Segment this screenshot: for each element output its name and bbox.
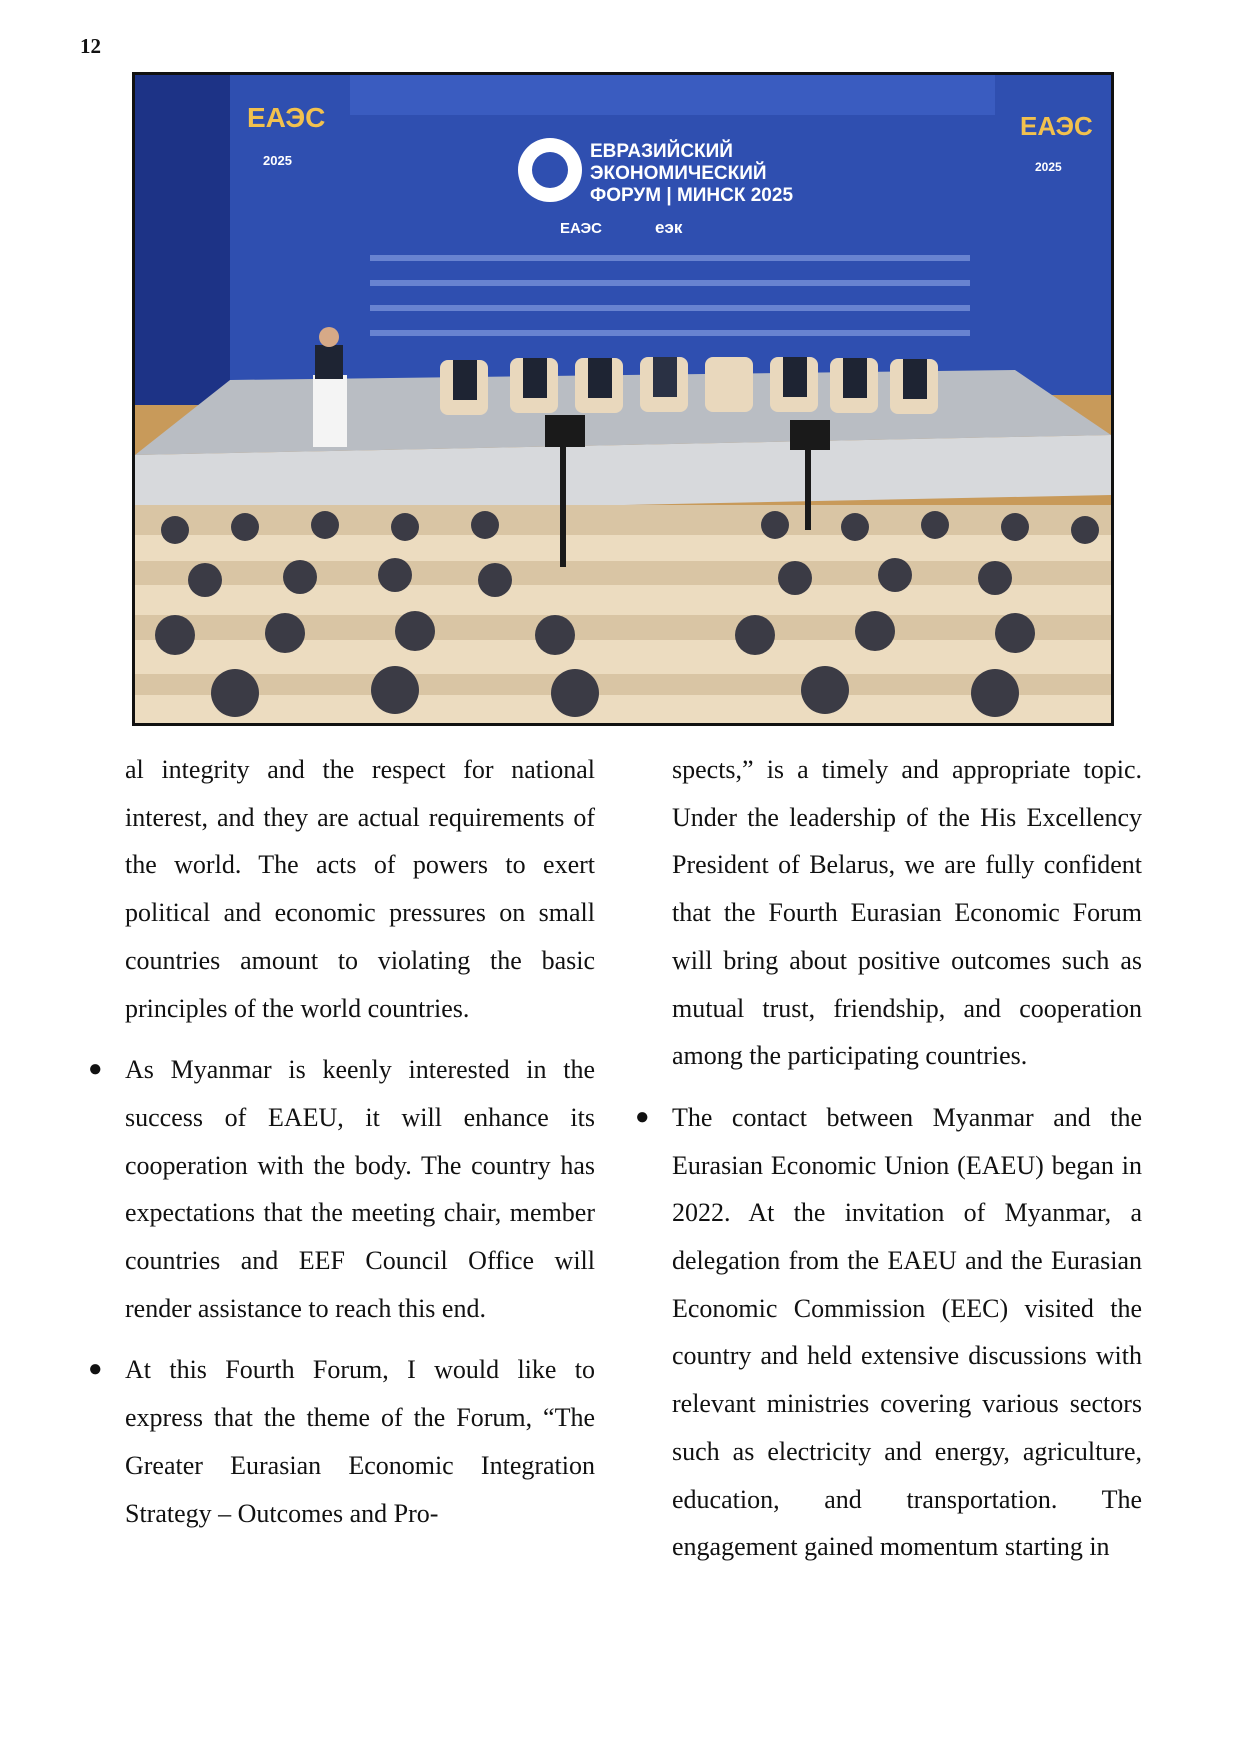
right-continuation-paragraph: spects,” is a timely and appropriate topic. Under the leadership of the His Excellency President of Belarus, we are fully confident that the Fourth Eurasian Economic Forum will bring about positive outcomes such as mutual trust, friendship, and cooperation among the participating countries. [672, 755, 1142, 1071]
banner-title-3: ФОРУМ | МИНСК 2025 [590, 185, 794, 206]
page-number: 12 [80, 34, 101, 58]
bullet-icon: ● [635, 1103, 650, 1130]
right-banner-year: 2025 [1035, 160, 1062, 174]
list-item [88, 1346, 595, 1537]
left-bullet-list [88, 1046, 595, 1537]
eaes-logo: ЕАЭС [560, 220, 602, 237]
bullet-text: The contact between Myanmar and the Eurasian Economic Union (EAEU) began in 2022. At the invitation of Myanmar, a delegation from the EAEU and the Eurasian Economic Commission (EEC) visited the country and held extensive discussions with relevant ministries covering various sectors such as electricity and energy, agriculture, education, and transportation. The engagement gained momentum starting in [672, 1102, 1142, 1562]
left-column [88, 746, 595, 1551]
list-item [88, 1046, 595, 1332]
forum-photo [132, 72, 1114, 726]
list-item [635, 1094, 1142, 1571]
banner-title-1: ЕВРАЗИЙСКИЙ [590, 141, 733, 162]
bullet-icon: ● [88, 1356, 103, 1383]
left-continuation-paragraph: al integrity and the respect for national interest, and they are actual requirements of the world. The acts of powers to exert political and economic pressures on small countries amount to violating the basic principles of the world countries. [125, 755, 595, 1023]
right-banner-logo: ЕАЭС [1020, 111, 1093, 141]
left-banner-year: 2025 [263, 153, 292, 168]
forum-photo-illustration [135, 75, 1111, 723]
speaker [315, 345, 343, 379]
right-bullet-list [635, 1094, 1142, 1571]
left-banner-logo: ЕАЭС [247, 102, 326, 133]
bullet-text: As Myanmar is keenly interested in the success of EAEU, it will enhance its cooperation with the body. The country has expectations that the meeting chair, member countries and EEF Council Office will render assistance to reach this end. [125, 1055, 595, 1323]
bullet-text: At this Fourth Forum, I would like to express that the theme of the Forum, “The Greater Eurasian Economic Integration Strategy – Outcomes and Pro- [125, 1355, 595, 1528]
lectern [313, 375, 347, 447]
right-column [635, 746, 1142, 1585]
eek-logo: еэк [655, 218, 683, 237]
left-side-screen [135, 75, 230, 405]
bullet-icon: ● [88, 1056, 103, 1083]
banner-title-2: ЭКОНОМИЧЕСКИЙ [590, 163, 767, 184]
